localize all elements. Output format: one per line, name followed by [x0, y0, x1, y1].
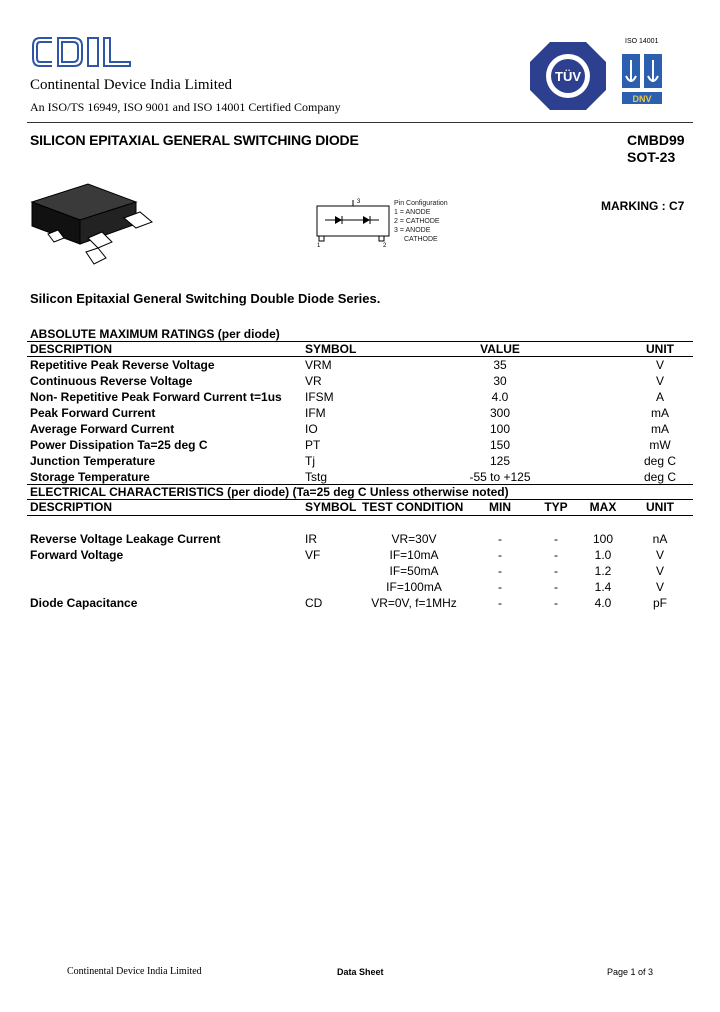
pin-1-label: 1	[317, 243, 321, 248]
row-symbol: IO	[305, 422, 318, 436]
row-description: Diode Capacitance	[30, 596, 138, 610]
marking-code: MARKING : C7	[601, 199, 685, 213]
row-value: 4.0	[491, 390, 509, 404]
table-row	[0, 438, 720, 454]
col-max: MAX	[589, 500, 617, 514]
iso-14001-label: ISO 14001	[625, 38, 659, 45]
row-typ: -	[554, 564, 558, 578]
table-row	[0, 390, 720, 406]
row-min: -	[498, 532, 502, 546]
table-row	[0, 596, 720, 612]
pin-configuration-diagram	[315, 196, 395, 248]
table-row	[0, 374, 720, 390]
company-name: Continental Device India Limited	[30, 77, 233, 93]
row-unit: deg C	[643, 470, 677, 484]
row-description: Continuous Reverse Voltage	[30, 374, 193, 388]
row-value: -55 to +125	[469, 470, 531, 484]
col-description: DESCRIPTION	[30, 500, 113, 514]
tuv-text: TÜV	[555, 69, 581, 84]
dnv-text: DNV	[632, 94, 652, 104]
col-value: VALUE	[480, 342, 520, 356]
row-description: Power Dissipation Ta=25 deg C	[30, 438, 208, 452]
row-unit: pF	[652, 596, 668, 610]
cdil-logo	[30, 32, 134, 72]
pin-config-title: Pin Configuration	[394, 200, 448, 207]
row-symbol: CD	[305, 596, 323, 610]
table-rule	[27, 356, 693, 357]
row-description: Peak Forward Current	[30, 406, 156, 420]
row-max: 1.0	[594, 548, 612, 562]
sot23-package-illustration	[28, 180, 158, 270]
table-row	[0, 406, 720, 422]
row-value: 300	[489, 406, 511, 420]
row-unit: V	[655, 374, 665, 388]
abs-max-section-title: ABSOLUTE MAXIMUM RATINGS (per diode)	[30, 327, 280, 341]
row-description: Repetitive Peak Reverse Voltage	[30, 358, 215, 372]
col-symbol: SYMBOL	[305, 500, 357, 514]
col-typ: TYP	[544, 500, 568, 514]
row-typ: -	[554, 580, 558, 594]
pin-configuration-legend	[394, 199, 448, 244]
pin-config-line: 2 = CATHODE	[394, 218, 440, 225]
row-unit: mA	[651, 406, 669, 420]
tuv-certification-badge	[528, 40, 608, 112]
table-row	[0, 358, 720, 374]
row-symbol: IR	[305, 532, 317, 546]
part-number: CMBD99	[627, 132, 685, 148]
dnv-certification-badge	[620, 46, 665, 106]
row-unit: nA	[652, 532, 668, 546]
row-unit: A	[655, 390, 665, 404]
row-symbol: Tj	[305, 454, 315, 468]
row-description: Forward Voltage	[30, 548, 124, 562]
series-subtitle: Silicon Epitaxial General Switching Double Diode Series.	[30, 291, 381, 306]
pin-config-line: CATHODE	[404, 236, 438, 243]
pin-3-label: 3	[357, 199, 361, 205]
row-unit: V	[655, 564, 665, 578]
electrical-section-title: ELECTRICAL CHARACTERISTICS (per diode) (Ta=25 deg C Unless otherwise noted)	[30, 485, 509, 499]
col-test-condition: TEST CONDITION	[362, 500, 464, 514]
row-max: 1.4	[594, 580, 612, 594]
package-type: SOT-23	[627, 149, 676, 165]
product-title: SILICON EPITAXIAL GENERAL SWITCHING DIODE	[30, 132, 359, 148]
row-condition: IF=100mA	[386, 580, 442, 594]
row-symbol: IFSM	[305, 390, 334, 404]
row-min: -	[498, 564, 502, 578]
row-unit: mW	[649, 438, 671, 452]
table-row	[0, 580, 720, 596]
row-typ: -	[554, 532, 558, 546]
row-description: Storage Temperature	[30, 470, 150, 484]
row-condition: VR=30V	[391, 532, 437, 546]
row-symbol: VRM	[305, 358, 332, 372]
col-min: MIN	[489, 500, 511, 514]
row-unit: deg C	[643, 454, 677, 468]
header-divider	[27, 122, 693, 123]
pin-config-line: 3 = ANODE	[394, 227, 431, 234]
row-unit: mA	[651, 422, 669, 436]
row-unit: V	[655, 358, 665, 372]
table-rule	[27, 515, 693, 516]
row-typ: -	[554, 596, 558, 610]
pin-config-line: 1 = ANODE	[394, 209, 431, 216]
row-symbol: IFM	[305, 406, 326, 420]
pin-2-label: 2	[383, 243, 387, 248]
row-value: 35	[493, 358, 507, 372]
col-description: DESCRIPTION	[30, 342, 113, 356]
footer-doc-type: Data Sheet	[337, 967, 384, 977]
footer-company: Continental Device India Limited	[67, 966, 202, 977]
row-symbol: Tstg	[305, 470, 328, 484]
certification-line: An ISO/TS 16949, ISO 9001 and ISO 14001 Certified Company	[30, 100, 341, 114]
row-symbol: VF	[305, 548, 321, 562]
row-description: Reverse Voltage Leakage Current	[30, 532, 221, 546]
table-row	[0, 422, 720, 438]
row-value: 150	[489, 438, 511, 452]
footer-page-number: Page 1 of 3	[607, 967, 654, 977]
row-max: 4.0	[594, 596, 612, 610]
row-max: 100	[592, 532, 614, 546]
row-description: Junction Temperature	[30, 454, 156, 468]
electrical-header-row	[0, 500, 720, 516]
row-description: Non- Repetitive Peak Forward Current t=1us	[30, 390, 282, 404]
row-min: -	[498, 596, 502, 610]
table-row	[0, 532, 720, 548]
row-unit: V	[655, 580, 665, 594]
row-value: 30	[493, 374, 507, 388]
col-unit: UNIT	[646, 500, 674, 514]
row-value: 100	[489, 422, 511, 436]
row-symbol: VR	[305, 374, 322, 388]
row-min: -	[498, 548, 502, 562]
row-condition: VR=0V, f=1MHz	[371, 596, 457, 610]
table-row	[0, 548, 720, 564]
row-min: -	[498, 580, 502, 594]
row-condition: IF=10mA	[389, 548, 439, 562]
row-max: 1.2	[594, 564, 612, 578]
table-row	[0, 454, 720, 470]
row-symbol: PT	[305, 438, 321, 452]
col-symbol: SYMBOL	[305, 342, 357, 356]
table-row	[0, 564, 720, 580]
row-unit: V	[655, 548, 665, 562]
row-description: Average Forward Current	[30, 422, 175, 436]
row-typ: -	[554, 548, 558, 562]
col-unit: UNIT	[646, 342, 674, 356]
row-condition: IF=50mA	[389, 564, 439, 578]
row-value: 125	[489, 454, 511, 468]
